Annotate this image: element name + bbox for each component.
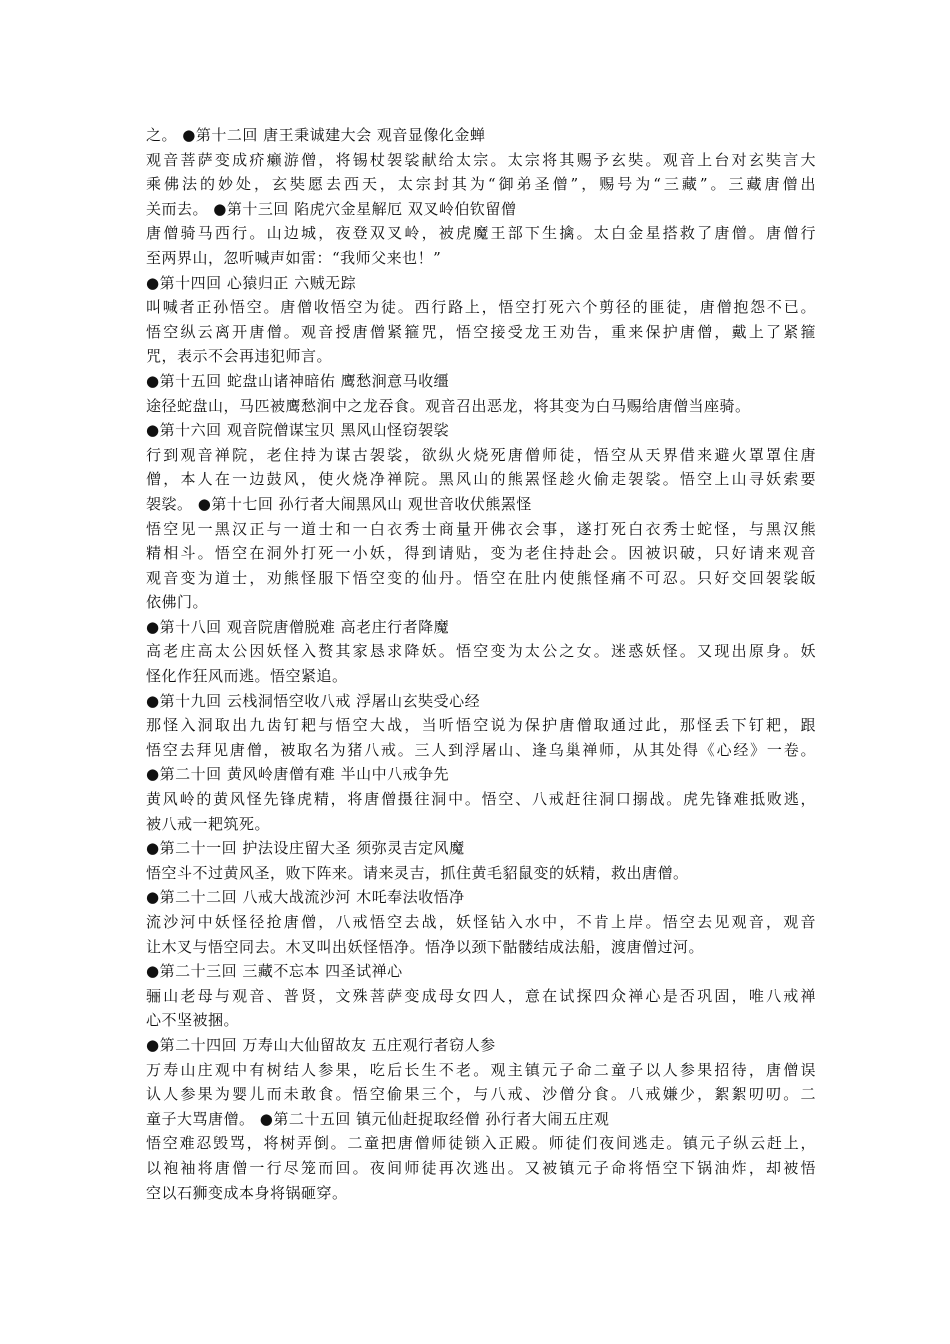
text-line: 叫喊者正孙悟空。唐僧收悟空为徒。西行路上，悟空打死六个剪径的匪徒，唐僧抱怨不已。 xyxy=(146,298,816,317)
text-line: 以袍袖将唐僧一行尽笼而回。夜间师徒再次逃出。又被镇元子命将悟空下锅油炸，却被悟 xyxy=(146,1158,816,1177)
text-line: 乘佛法的妙处，玄奘愿去西天，太宗封其为“御弟圣僧”，赐号为“三藏”。三藏唐僧出 xyxy=(146,175,816,194)
text-line: 咒，表示不会再违犯师言。 xyxy=(146,347,333,366)
chapter-heading: ●第二十回 黄风岭唐僧有难 半山中八戒争先 xyxy=(146,765,450,784)
text-line: 行到观音禅院，老住持为谋古袈裟，欲纵火烧死唐僧师徒，悟空从天界借来避火罩罩住唐 xyxy=(146,445,816,464)
chapter-heading: ●第十五回 蛇盘山诸神暗佑 鹰愁涧意马收缰 xyxy=(146,371,450,390)
text-line: 袈裟。 ●第十七回 孙行者大闹黑风山 观世音收伏熊罴怪 xyxy=(146,494,532,513)
text-line: 骊山老母与观音、普贤，文殊菩萨变成母女四人，意在试探四众禅心是否巩固，唯八戒禅 xyxy=(146,986,816,1005)
text-line: 悟空见一黑汉正与一道士和一白衣秀士商量开佛衣会事，遂打死白衣秀士蛇怪，与黑汉熊 xyxy=(146,519,816,538)
text-line: 悟空斗不过黄风圣，败下阵来。请来灵吉，抓住黄毛貂鼠变的妖精，救出唐僧。 xyxy=(146,863,689,882)
text-line: 空以石狮变成本身将锅砸穿。 xyxy=(146,1183,348,1202)
chapter-heading: ●第十六回 观音院僧谋宝贝 黑风山怪窃袈裟 xyxy=(146,421,450,440)
chapter-heading: ●第二十三回 三藏不忘本 四圣试禅心 xyxy=(146,962,403,981)
chapter-heading: ●第十八回 观音院唐僧脱难 高老庄行者降魔 xyxy=(146,617,450,636)
text-line: 心不坚被捆。 xyxy=(146,1011,240,1030)
text-line: 怪化作狂风而逃。悟空紧追。 xyxy=(146,667,348,686)
document-page xyxy=(146,123,816,1205)
chapter-heading: ●第十九回 云栈洞悟空收八戒 浮屠山玄奘受心经 xyxy=(146,691,481,710)
text-line: 僧，本人在一边鼓风，使火烧净禅院。黑风山的熊罴怪趁火偷走袈裟。悟空上山寻妖索要 xyxy=(146,470,816,489)
text-line: 高老庄高太公因妖怪入赘其家恳求降妖。悟空变为太公之女。迷惑妖怪。又现出原身。妖 xyxy=(146,642,816,661)
text-line: 观音变为道士，劝熊怪服下悟空变的仙丹。悟空在肚内使熊怪痛不可忍。只好交回袈裟皈 xyxy=(146,568,816,587)
chapter-heading: ●第二十二回 八戒大战流沙河 木吒奉法收悟净 xyxy=(146,888,465,907)
text-line: 悟空纵云离开唐僧。观音授唐僧紧箍咒，悟空接受龙王劝告，重来保护唐僧，戴上了紧箍 xyxy=(146,322,816,341)
text-line: 观音菩萨变成疥癞游僧，将锡杖袈裟献给太宗。太宗将其赐予玄奘。观音上台对玄奘言大 xyxy=(146,150,816,169)
text-line: 让木叉与悟空同去。木叉叫出妖怪悟净。悟净以颈下骷髅结成法船，渡唐僧过河。 xyxy=(146,937,705,956)
text-line: 黄风岭的黄风怪先锋虎精，将唐僧摄往洞中。悟空、八戒赶往洞口搦战。虎先锋难抵败逃， xyxy=(146,790,816,809)
text-line: 关而去。 ●第十三回 陷虎穴金星解厄 双叉岭伯钦留僧 xyxy=(146,199,517,218)
text-line: 唐僧骑马西行。山边城，夜登双叉岭，被虎魔王部下生擒。太白金星搭救了唐僧。唐僧行 xyxy=(146,224,816,243)
text-line: 认人参果为婴儿而未敢食。悟空偷果三个，与八戒、沙僧分食。八戒嫌少，絮絮叨叨。二 xyxy=(146,1085,816,1104)
text-line: 那怪入洞取出九齿钉耙与悟空大战，当听悟空说为保护唐僧取通过此，那怪丢下钉耙，跟 xyxy=(146,716,816,735)
text-line: 被八戒一耙筑死。 xyxy=(146,814,271,833)
text-line: 万寿山庄观中有树结人参果，吃后长生不老。观主镇元子命二童子以人参果招待，唐僧误 xyxy=(146,1060,816,1079)
text-line: 流沙河中妖怪径抢唐僧，八戒悟空去战，妖怪钻入水中，不肯上岸。悟空去见观音，观音 xyxy=(146,913,816,931)
text-line: 童子大骂唐僧。 ●第二十五回 镇元仙赶捉取经僧 孙行者大闹五庄观 xyxy=(146,1109,610,1128)
text-line: 依佛门。 xyxy=(146,593,209,612)
chapter-heading: ●第二十四回 万寿山大仙留故友 五庄观行者窃人参 xyxy=(146,1035,496,1054)
chapter-heading: ●第十四回 心猿归正 六贼无踪 xyxy=(146,273,357,292)
text-line: 精相斗。悟空在洞外打死一小妖，得到请贴，变为老住持赴会。因被识破，只好请来观音 xyxy=(146,544,816,563)
text-line: 悟空去拜见唐僧，被取名为猪八戒。三人到浮屠山、逢乌巢禅师，从其处得《心经》一卷。 xyxy=(146,740,816,759)
text-line: 至两界山，忽听喊声如雷：“我师父来也！” xyxy=(146,248,442,267)
text-line: 之。 ●第十二回 唐王秉诚建大会 观音显像化金蝉 xyxy=(146,126,486,144)
text-line: 途径蛇盘山，马匹被鹰愁涧中之龙吞食。观音召出恶龙，将其变为白马赐给唐僧当座骑。 xyxy=(146,396,751,415)
text-line: 悟空难忍毁骂，将树弄倒。二童把唐僧师徒锁入正殿。师徒们夜间逃走。镇元子纵云赶上， xyxy=(146,1134,816,1153)
chapter-heading: ●第二十一回 护法设庄留大圣 须弥灵吉定风魔 xyxy=(146,839,465,858)
